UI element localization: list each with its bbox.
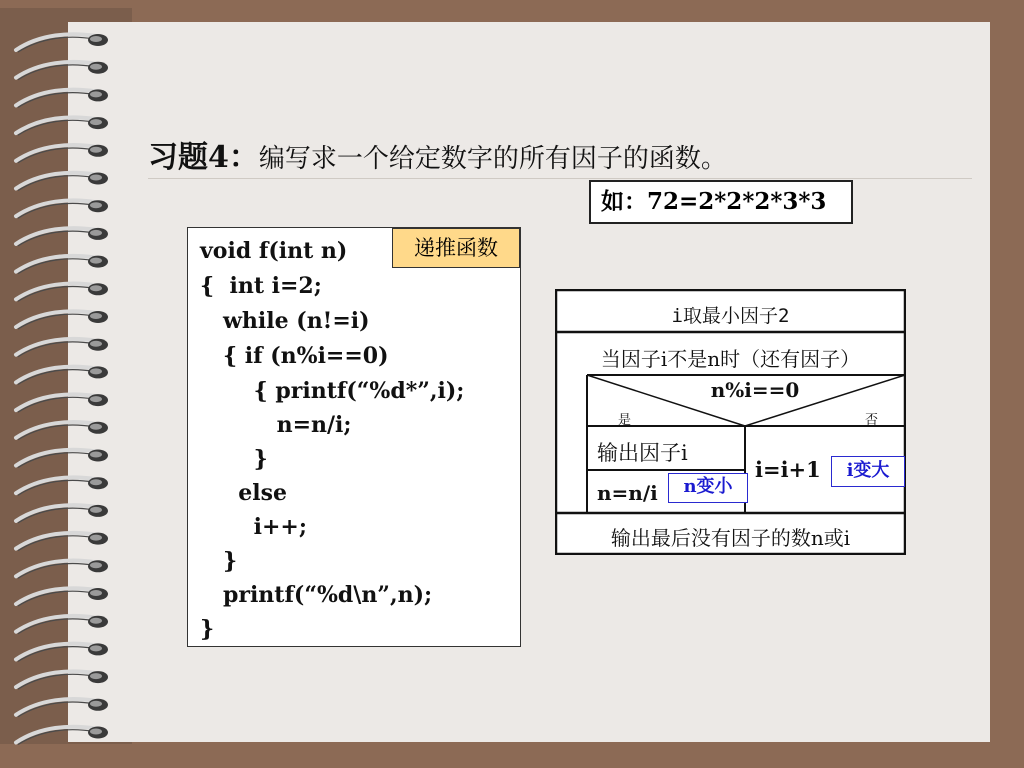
output-factor-step: 输出因子i	[597, 441, 688, 465]
binding-ring	[16, 643, 108, 661]
no-label: 否	[865, 413, 879, 428]
example-box: 如：72=2*2*2*3*3	[589, 180, 853, 224]
binding-ring	[16, 560, 108, 578]
spiral-binding	[0, 0, 140, 768]
binding-ring	[16, 505, 108, 523]
code-line: }	[200, 548, 238, 574]
page-title	[148, 132, 727, 176]
code-line: }	[200, 616, 215, 642]
binding-ring	[16, 616, 108, 634]
binding-ring	[16, 450, 108, 468]
binding-ring	[16, 339, 108, 357]
increment-note: i变大	[831, 456, 905, 487]
title-lead: 习题4：	[148, 140, 259, 175]
init-step: i取最小因子2	[671, 305, 790, 327]
binding-ring	[16, 117, 108, 135]
binding-ring	[16, 228, 108, 246]
binding-ring	[16, 256, 108, 274]
binding-ring	[16, 89, 108, 107]
binding-ring	[16, 200, 108, 218]
title-text: 编写求一个给定数字的所有因子的函数。	[258, 144, 727, 174]
binding-ring	[16, 311, 108, 329]
loop-condition: 当因子i不是n时（还有因子）	[600, 347, 861, 371]
divide-note: n变小	[668, 473, 748, 503]
binding-ring	[16, 727, 108, 745]
code-line: { int i=2;	[200, 273, 322, 299]
nassi-shneiderman-diagram	[555, 289, 906, 555]
binding-ring	[16, 62, 108, 80]
title-divider	[148, 178, 972, 179]
final-output-step: 输出最后没有因子的数n或i	[610, 526, 851, 550]
code-box	[187, 227, 521, 647]
divide-step: n=n/i	[597, 481, 658, 505]
binding-ring	[16, 145, 108, 163]
flowchart-lines	[555, 289, 906, 555]
binding-ring	[16, 422, 108, 440]
binding-ring	[16, 588, 108, 606]
code-line: while (n!=i)	[200, 308, 370, 334]
code-line: printf(“%d\n”,n);	[200, 582, 433, 608]
binding-ring	[16, 394, 108, 412]
code-line: void f(int n)	[200, 238, 348, 264]
recursion-tag: 递推函数	[392, 228, 520, 268]
binding-ring	[16, 366, 108, 384]
code-line: { if (n%i==0)	[200, 343, 389, 369]
code-line: else	[200, 480, 288, 506]
binding-ring	[16, 34, 108, 52]
binding-ring	[16, 533, 108, 551]
binding-ring	[16, 283, 108, 301]
code-line: i++;	[200, 514, 307, 540]
binding-ring	[16, 477, 108, 495]
code-line: n=n/i;	[200, 412, 352, 438]
increment-step: i=i+1	[755, 457, 821, 482]
binding-ring	[16, 671, 108, 689]
branch-condition: n%i==0	[710, 378, 800, 402]
binding-ring	[16, 173, 108, 191]
binding-ring	[16, 699, 108, 717]
yes-label: 是	[618, 413, 632, 428]
code-line: { printf(“%d*”,i);	[200, 378, 465, 404]
code-line: }	[200, 446, 268, 472]
